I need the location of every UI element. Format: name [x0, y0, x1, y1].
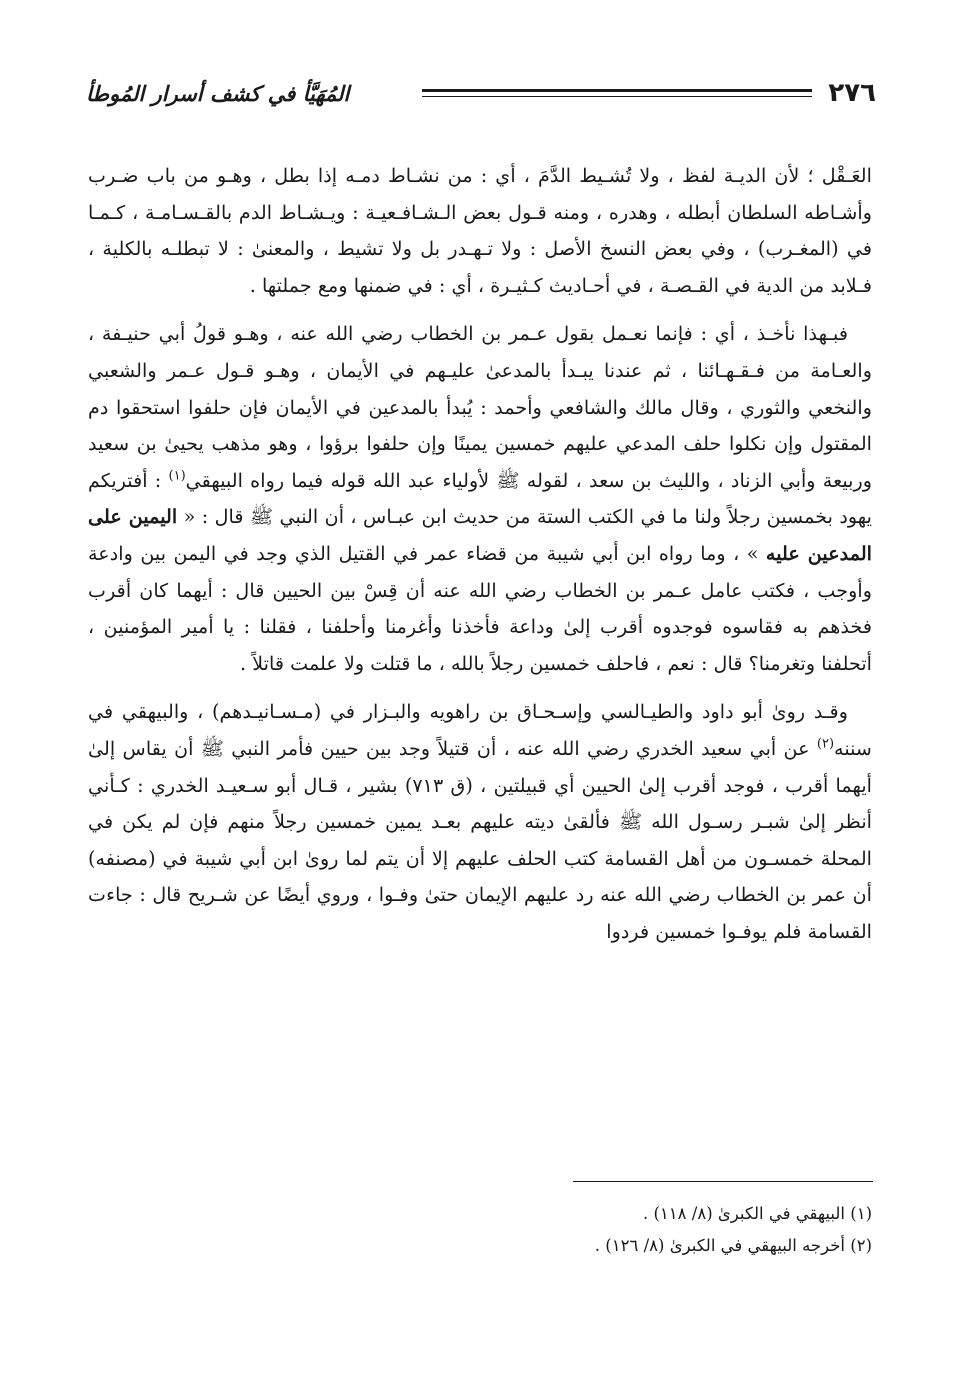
page-header	[86, 78, 876, 112]
paragraph-3-part-a: وقـد روىٰ أبو داود والطيـالسي وإسـحـاق بن راهويه والبـزار في (مـسـانيـدهم) ، والبيهقي في سننه	[88, 700, 872, 760]
paragraph-2-part-a: فبـهذا نأخـذ ، أي : فإنما نعـمل بقول عـمر بن الخطاب رضي الله عنه ، وهـو قولُ أبي حنيـفة ، والعـامة من فـقـهـائنا ، ثم عندنا يبـدأ بالمدعىٰ عليـهم في الأيمان ، وهـو قـول عـمر والشعبي والنخعي والثوري ، وقال مالك والشافعي وأحمد : يُبدأ بالمدعين في الأيمان فإن حلفوا استحقوا دم المقتول وإن نكلوا حلف المدعي عليهم خمسين يمينًا وإن حلفوا برؤوا ، وهو مذهب يحيىٰ بن سعيد وربيعة وأبي الزناد ، والليث بن سعد ، لقوله ﷺ لأولياء عبد الله قوله فيما رواه البيهقي	[88, 322, 873, 492]
footnotes	[88, 1198, 872, 1262]
paragraph-2-part-c: » ، وما رواه ابن أبي شيبة من قضاء عمر في القتيل الذي وجد في اليمن بين وادعة وأوجب ، فكتب عامل عـمر بن الخطاب رضي الله عنه أن قِسْ بين الحيين قال : أيهما كان أقرب فخذهم به فقاسوه فوجدوه أقرب إلىٰ وداعة فأخذنا وأغرمنا وأحلفنا ، فقلنا : يا أمير المؤمنين ، أتحلفنا وتغرمنا؟ قال : نعم ، فاحلف خمسين رجلاً بالله ، ما قتلت ولا علمت قاتلاً .	[88, 541, 872, 675]
paragraph-3	[88, 694, 872, 950]
hadith-quote: اليمين على المدعين عليه	[88, 505, 872, 565]
footnote-ref-2[interactable]: (٢)	[816, 736, 835, 752]
paragraph-3-part-b: عن أبي سعيد الخدري رضي الله عنه ، أن قتيلاً وجد بين حيين فأمر النبي ﷺ أن يقاس إلىٰ أيهما أقرب ، فوجد أقرب إلىٰ الحيين أي قبيلتين ، (ق ٧١٣) بشير ، قـال أبو سـعيـد الخدري : كـأني أنظر إلىٰ شبـر رسـول الله ﷺ فألقىٰ ديته عليهم بعـد يمين خمسين رجلاً منهم فإن لم يكن في المحلة خمسـون من أهل القسامة كتب الحلف عليهم إلا أن يتم لما روىٰ ابن أبي شيبة في (مصنفه) أن عمر بن الخطاب رضي الله عنه رد عليهم الإيمان حتىٰ وفـوا ، وروي أيضًا عن شـريح قال : جاءت القسامة فلم يوفـوا خمسين فردوا	[88, 736, 873, 943]
footnote-ref-1[interactable]: (١)	[168, 468, 186, 484]
header-rule	[422, 89, 812, 97]
running-title: المُهَيَّأ في كشف أسرار المُوطأ	[86, 81, 350, 106]
paragraph-1: العَـقْل ؛ لأن الديـة لفظ ، ولا تُشـيط الدَّمَ ، أي : من نشـاط دمـه إذا بطل ، وهـو من باب ضـرب وأشـاطه السلطان أبطله ، وهدره ، ومنه قـول بعض الـشـافـعيـة : ويـشـاط الدم بالقـسـامـة ، كـمـا في (المغـرب) ، وفي بعض النسخ الأصل : ولا تـهـدر بل ولا تشيط ، والمعنىٰ : لا تبطلـه بالكلية ، فـلابد من الدية في القـصـة ، في أحـاديث كـثيـرة ، أي : في ضمنها ومع جملتها .	[88, 164, 872, 297]
footnote-1: (١) البيهقي في الكبرىٰ (٨/ ١١٨) .	[642, 1204, 872, 1223]
paragraph-2-part-b: : أفتريكم يهود بخمسين رجلاً ولنا ما في الكتب الستة من حديث ابن عبـاس ، أن النبي ﷺ قال : «	[88, 468, 872, 529]
main-text	[88, 158, 872, 962]
page-number: ٢٧٦	[828, 78, 876, 108]
paragraph-2	[88, 316, 872, 682]
footnote-2: (٢) أخرجه البيهقي في الكبرىٰ (٨/ ١٢٦) .	[594, 1236, 872, 1255]
footnote-separator	[573, 1181, 873, 1182]
